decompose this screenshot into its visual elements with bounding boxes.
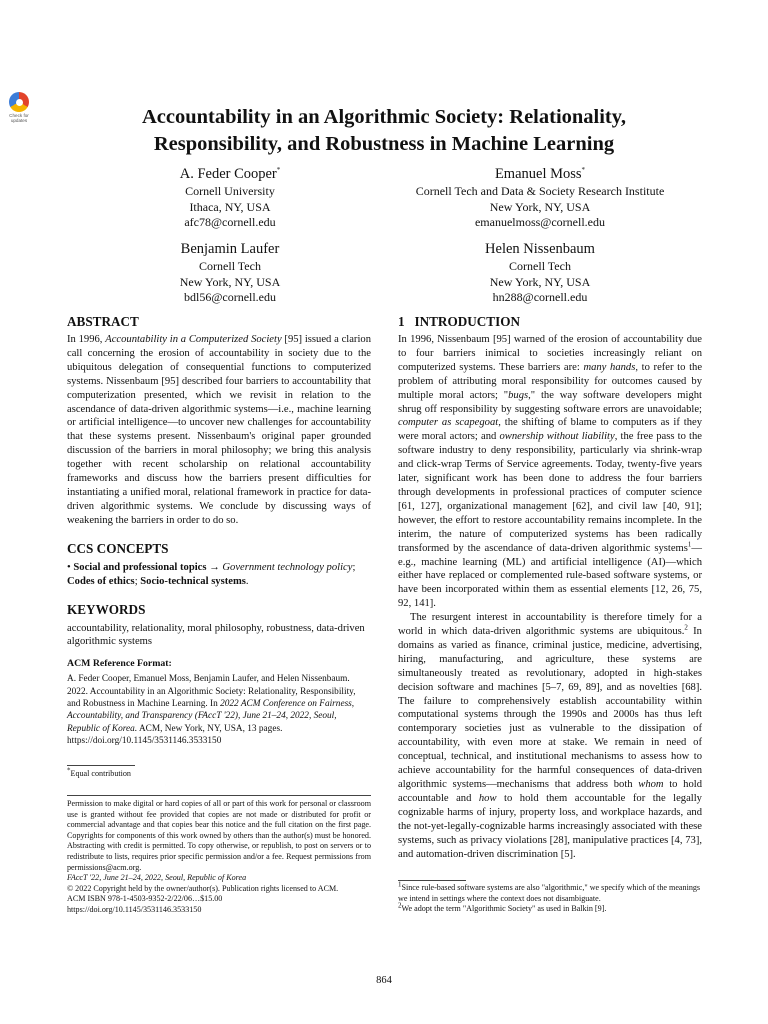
badge-label: Check for updates [9,113,29,123]
author-location: Ithaca, NY, USA [189,199,271,214]
doi-link[interactable]: https://doi.org/10.1145/3531146.3533150 [67,904,202,914]
author-email[interactable]: afc78@cornell.edu [184,215,276,229]
author-card [130,165,330,231]
author-email[interactable]: bdl56@cornell.edu [183,290,277,304]
acm-ref-heading: ACM Reference Format: [67,658,172,670]
permission-text: Permission to make digital or hard copies of all or part of this work for personal or classroom use is granted without fee provided that copies are not made or distributed for profit or commercial advantage and that copies bear this notice and the full citation on the first page. Copyrights for components of this work owned by others than the author(s) must be honored. Abstracting with credit is permitted. To copy otherwise, or republish, to post on servers or to redistribute to lists, requires prior specific permission and/or a fee. Request permissions from permissions@acm.org. [67,799,371,872]
venue-line: FAccT '22, June 21–24, 2022, Seoul, Republic of Korea [67,873,247,883]
footnote-1: $^1$Since rule-based software systems are also "algorithmic," we specify which of the meanings we intend in settings where the context does not disambiguate. [398,880,701,903]
copyright-line: © 2022 Copyright held by the owner/author(s). Publication rights licensed to ACM. [67,883,339,893]
keywords-heading: KEYWORDS [67,601,146,617]
author-card [380,165,700,231]
author-block [0,165,768,310]
intro-paragraph-2: The resurgent interest in accountability is therefore timely for a world in which data-driven algorithmic systems are ubiquitous.$^2$ In domains as varied as finance, criminal justice, medicine, advertising, hiring, manufacturing, and agriculture, these systems are simultaneously treated as revolutionary, adopted in high-stakes decision software and machines [5–7, 69, 89], and as novelties [68]. The failure to comprehensively establish accountability within computational systems through the 1990s and 2000s has thus left contemporary societies just as vulnerable to the dissipation of accountability, with even more at stake. We remain in need of conceptual, technical, and institutional mechanisms to assess how to achieve accountability for the harmful consequences of data-driven algorithmic systems—mechanisms that address both whom to hold accountable and how to hold them accountable for the legally cognizable harms of injury, property loss, and workplace hazards, and the not-yet-legally-cognizable harms increasingly associated with these systems, such as privacy violations [28], manipulative practices [4, 73], and automation-driven discrimination [5]. [398,612,702,860]
keywords-text: accountability, relationality, moral philosophy, robustness, data-driven algorithmic systems [67,622,365,648]
author-card [380,240,700,306]
author-location: New York, NY, USA [489,274,591,289]
title-line-1: Accountability in an Algorithmic Society: Relationality, [141,106,626,128]
author-name: A. Feder Cooper* [179,166,281,182]
ccs-heading: CCS CONCEPTS [67,540,169,556]
author-location: New York, NY, USA [179,274,281,289]
abstract-text: In 1996, Accountability in a Computerized Society [95] issued a clarion call concerning the erosion of accountability in society due to the ubiquitous delegation of consequential functions to computerized systems. Nissenbaum [95] described four barriers to accountability that computerization presented, which we revisit in relation to the ascendance of data-driven algorithmic systems—i.e., machine learning or artificial intelligence—to uncover new challenges for accountability that these systems present. Nissenbaum's original paper grounded discussion of the barriers in moral philosophy; we bring this analysis together with recent scholarship on relational accountability frameworks and discuss how the barriers present difficulties for instantiating a unified moral, relational framework in practice for data-driven algorithmic systems. We conclude by discussing ways of weakening the barriers in order to do so. [67,334,371,526]
introduction-heading: 1 INTRODUCTION [398,314,520,329]
page-number: 864 [376,975,392,986]
footnote-rule [67,765,135,766]
permission-rule [67,795,371,796]
isbn-line: ACM ISBN 978-1-4503-9352-2/22/06…$15.00 [67,894,223,904]
footnotes [398,880,702,915]
intro-paragraph-1: In 1996, Nissenbaum [95] warned of the erosion of accountability due to four barriers inimical to societies increasingly reliant on computerized systems. These barriers are: many hands, to refer to the problem of attributing moral responsibility for outcomes caused by multiple moral actors; "bugs," the way software developers might shrug off responsibility by suggesting software errors are unavoidable; computer as scapegoat, the shifting of blame to computers as if they were moral actors; and ownership without liability, the free pass to the software industry to deny responsibility, particularly via shrink-wrap and click-wrap Terms of Service agreements. Today, twenty-five years later, significant work has been done to address the four barriers through developments in professional practices of computer science [61, 127], organizational management [62], and civil law [40, 91]; however, the effort to restore accountability remains incomplete. In the interim, the nature of computerized systems has been radically transformed by the ascendance of data-driven algorithmic systems$^1$—e.g., machine learning (ML) and artificial intelligence (AI)—which either have replaced or complemented rule-based software systems, or have been incorporated within them as essential elements [12, 26, 75, 92, 141]. [398,334,703,610]
acm-ref-text: A. Feder Cooper, Emanuel Moss, Benjamin Laufer, and Helen Nissenbaum. 2022. Accountability in an Algorithmic Society: Relationality, Responsibility, and Robustness in Machine Learning. In 2022 ACM Conference on Fairness, Accountability, and Transparency (FAccT '22), June 21–24, 2022, Seoul, Republic of Korea. ACM, New York, NY, USA, 13 pages. https://doi.org/10.1145/3531146.3533150 [67,674,356,747]
author-name: Benjamin Laufer [180,241,280,257]
ccs-concepts: • Social and professional topics → Government technology policy; Codes of ethics; Socio-technical systems. [67,561,356,587]
author-affiliation: Cornell Tech and Data & Society Research Institute [415,184,665,198]
author-email[interactable]: hn288@cornell.edu [492,290,588,304]
footnote-rule [398,880,466,881]
author-location: New York, NY, USA [489,199,591,214]
author-affiliation: Cornell Tech [199,259,261,273]
author-affiliation: Cornell Tech [509,259,571,273]
permission-block [67,799,371,916]
title-line-2: Responsibility, and Robustness in Machine Learning [153,133,615,155]
abstract-heading: ABSTRACT [67,314,139,329]
footnote-2: $^2$We adopt the term "Algorithmic Society" as used in Balkin [9]. [398,901,607,914]
author-name: Emanuel Moss* [494,166,586,182]
right-column [398,314,702,861]
equal-contribution-note: *Equal contribution [67,766,131,778]
author-affiliation: Cornell University [185,184,275,198]
author-card [130,240,330,306]
author-name: Helen Nissenbaum [485,241,595,257]
left-column [67,314,371,748]
paper-title [0,104,768,158]
author-email[interactable]: emanuelmoss@cornell.edu [474,215,605,229]
